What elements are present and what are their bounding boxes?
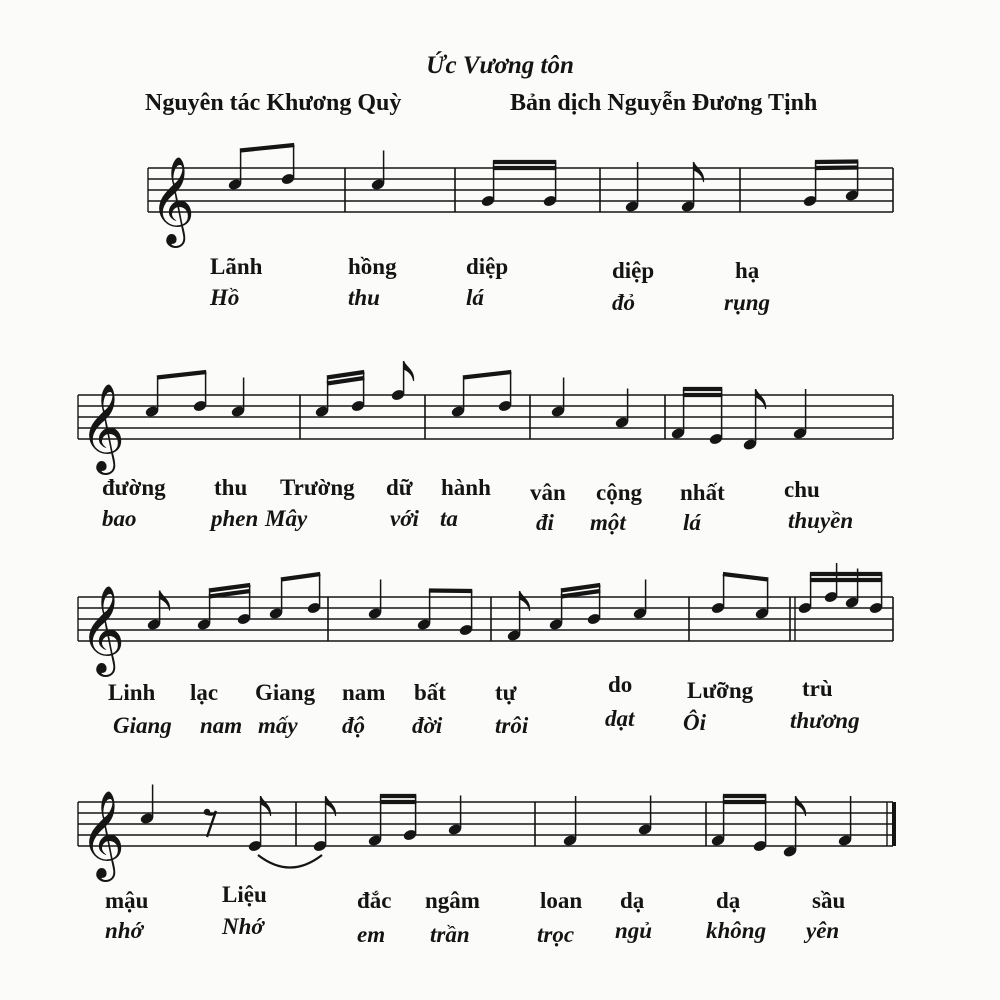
lyric-original-word: diệp [612,258,655,283]
lyric-original-word: loan [540,888,583,913]
lyric-original-word: đường [102,475,166,500]
treble-clef-icon: 𝄞 [80,789,125,878]
lyric-translation-word: đi [536,510,554,535]
note-beam [429,591,472,592]
lyric-translation-word: ta [440,506,458,531]
lyric-original-word: dạ [716,888,741,913]
lyric-original-word: đắc [357,888,392,913]
lyric-original-word: chu [784,477,820,502]
lyric-original-word: nhất [680,480,725,505]
note-beam [240,145,294,151]
lyric-translation-word: lá [683,510,701,535]
note-beam [209,585,250,591]
lyric-original-word: Trường [280,475,355,500]
lyric-translation-word: trọc [537,922,575,947]
lyric-translation-word: dạt [605,706,635,731]
lyric-original-word: hạ [735,258,760,283]
lyric-translation-word: một [590,510,626,535]
lyric-original-word: Lãnh [210,254,263,279]
lyric-translation-word: ngủ [615,918,653,943]
lyric-original-word: cộng [596,480,642,505]
lyric-translation-word: đỏ [612,290,635,315]
note-beam [327,372,364,378]
lyric-translation-word: đời [412,713,443,738]
lyric-translation-word: mấy [258,713,298,738]
lyric-translation-word: trôi [495,713,529,738]
note-beam [281,574,320,580]
lyric-original-word: Linh [108,680,156,705]
original-author-credit: Nguyên tác Khương Quỳ [145,90,402,116]
lyric-original-word: thu [214,475,248,500]
lyric-original-word: Liệu [222,882,267,907]
lyric-original-word: nam [342,680,386,705]
lyric-original-word: hồng [348,254,397,279]
tie-arc [258,855,322,868]
translator-credit: Bản dịch Nguyễn Đương Tịnh [510,90,818,116]
lyric-translation-word: trần [430,922,470,947]
lyric-original-word: dữ [386,475,413,500]
note-beam [815,162,858,163]
lyric-translation-word: lá [466,285,484,310]
lyric-translation-word: phen [211,506,259,531]
treble-clef-icon: 𝄞 [80,584,125,673]
note-beam [561,591,600,597]
treble-clef-icon: 𝄞 [150,155,195,244]
lyric-translation-word: rụng [724,290,771,315]
lyric-translation-word: thuyền [788,508,854,533]
lyric-original-word: ngâm [425,888,480,913]
lyric-translation-word: Ôi [683,710,706,735]
eighth-rest-dot [204,809,210,815]
lyric-translation-word: yên [806,918,840,943]
lyric-original-word: lạc [190,680,219,705]
lyric-translation-word: Mây [265,506,308,531]
lyric-translation-word: nam [200,713,243,738]
lyric-translation-word: Hồ [210,285,240,310]
lyric-original-word: trù [802,676,833,701]
barline-final [892,802,896,846]
note-beam [815,168,858,169]
lyric-translation-word: không [706,918,767,943]
lyric-original-word: hành [441,475,491,500]
treble-clef-icon: 𝄞 [80,382,125,471]
lyric-original-word: tự [495,680,517,705]
lyric-original-word: vân [530,480,566,505]
note-beam [463,372,511,378]
lyric-translation-word: với [390,506,419,531]
note-beam [561,585,600,591]
lyric-original-word: mậu [105,888,149,913]
lyric-translation-word: Giang [113,713,172,738]
lyric-translation-word: bao [102,506,137,531]
lyric-translation-word: Nhớ [222,914,264,939]
note-beam [157,372,206,378]
lyric-original-word: sầu [812,888,846,913]
lyric-original-word: Giang [255,680,316,705]
note-beam [723,574,768,580]
note-beam [327,378,364,384]
lyric-original-word: bất [414,680,446,705]
note-beam [209,591,250,597]
lyric-translation-word: nhớ [105,918,143,943]
lyric-translation-word: thương [790,708,860,733]
lyric-original-word: diệp [466,254,509,279]
lyric-translation-word: độ [342,713,365,738]
lyric-original-word: do [608,672,633,697]
lyric-original-word: dạ [620,888,645,913]
note-flag [404,361,414,381]
song-title: Ức Vương tôn [426,52,574,79]
lyric-translation-word: em [357,922,386,947]
lyric-translation-word: thu [348,285,380,310]
lyric-original-word: Lưỡng [687,678,754,703]
